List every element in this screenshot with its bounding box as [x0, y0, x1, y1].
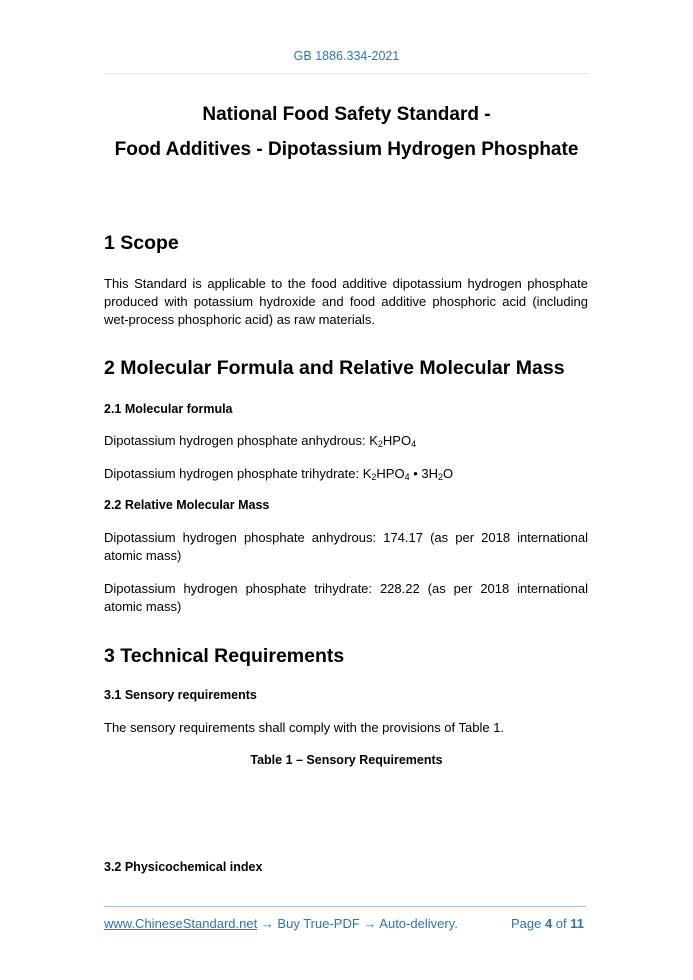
trihydrate-mass-text: Dipotassium hydrogen phosphate trihydrate: 228.22 (as per 2018 international atomic mass) — [104, 581, 588, 614]
trihydrate-formula-line: Dipotassium hydrogen phosphate trihydrate: $K_2HPO_4$ • $3H_2O$ — [104, 466, 454, 482]
anhydrous-formula-line: Dipotassium hydrogen phosphate anhydrous: $K_2HPO_4$ — [104, 433, 417, 449]
table-1-caption: Table 1 – Sensory Requirements — [250, 753, 443, 767]
footer-divider — [104, 906, 586, 907]
section-3-2-heading: 3.2 Physicochemical index — [104, 860, 263, 874]
section-2-1-heading: 2.1 Molecular formula — [104, 402, 233, 416]
footer — [104, 916, 584, 931]
page-indicator: Page 4 of 11 — [510, 916, 584, 931]
title-line-1: National Food Safety Standard - — [202, 104, 491, 125]
document-code-header: GB 1886.334-2021 — [293, 49, 400, 63]
title-line-2: Food Additives - Dipotassium Hydrogen Phosphate — [114, 139, 579, 160]
header-divider — [104, 73, 590, 74]
section-3-heading: 3 Technical Requirements — [104, 645, 345, 667]
website-link[interactable]: www.ChineseStandard.net — [104, 916, 258, 931]
anhydrous-mass-text: Dipotassium hydrogen phosphate anhydrous: 174.17 (as per 2018 international atomic mass) — [104, 530, 588, 563]
section-1-text: This Standard is applicable to the food additive dipotassium hydrogen phosphate produced with potassium hydroxide and food additive phosphoric acid (including wet-process phosphoric acid) as raw materials. — [104, 276, 588, 327]
section-3-1-heading: 3.1 Sensory requirements — [104, 688, 257, 702]
section-3-1-text: The sensory requirements shall comply with the provisions of Table 1. — [104, 720, 505, 735]
section-1-heading: 1 Scope — [104, 232, 179, 254]
section-2-heading: 2 Molecular Formula and Relative Molecular Mass — [104, 357, 565, 379]
section-2-2-heading: 2.2 Relative Molecular Mass — [104, 498, 270, 512]
footer-promo: www.ChineseStandard.net → Buy True-PDF → Auto-delivery. — [104, 916, 458, 931]
